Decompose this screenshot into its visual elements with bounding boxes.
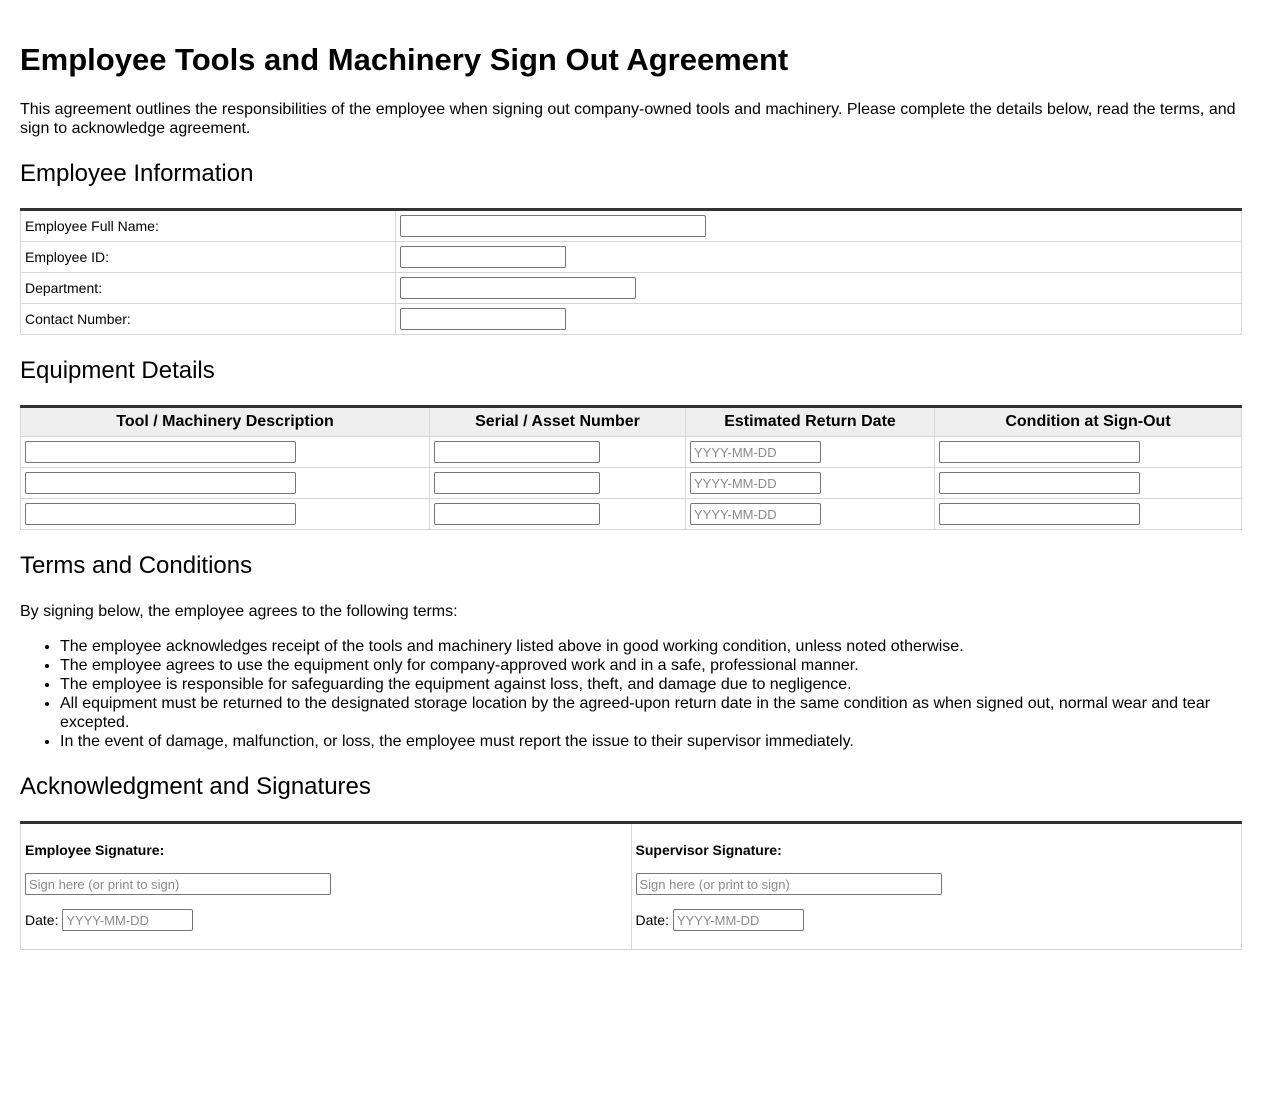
table-row	[21, 242, 1242, 273]
table-row	[21, 210, 1242, 242]
table-row	[21, 304, 1242, 335]
condition-input[interactable]	[939, 472, 1140, 494]
page-title: Employee Tools and Machinery Sign Out Agreement	[20, 42, 789, 77]
description-input[interactable]	[25, 441, 296, 463]
employee-date-input[interactable]	[62, 909, 193, 931]
supervisor-signature-label: Supervisor Signature:	[635, 842, 782, 858]
supervisor-date-label: Date:	[635, 912, 669, 928]
employee-signature-cell	[21, 823, 632, 950]
table-row	[21, 468, 1242, 499]
description-input[interactable]	[25, 472, 296, 494]
list-item: • In the event of damage, malfunction, or loss, the employee must report the issue to their supervisor immediately.	[60, 732, 1242, 751]
contact-number-input[interactable]	[400, 308, 566, 330]
serial-input[interactable]	[434, 472, 600, 494]
employee-id-label: Employee ID:	[21, 242, 396, 273]
serial-input[interactable]	[434, 441, 600, 463]
employee-signature-label: Employee Signature:	[25, 842, 165, 858]
terms-list	[20, 637, 1242, 751]
list-item: • The employee agrees to use the equipment only for company-approved work and in a safe, professional manner.	[60, 656, 1242, 675]
supervisor-signature-cell	[631, 823, 1242, 950]
condition-input[interactable]	[939, 441, 1140, 463]
terms-intro: By signing below, the employee agrees to the following terms:	[20, 603, 458, 620]
return-date-input[interactable]	[690, 472, 821, 494]
column-header-return-date: Estimated Return Date	[686, 407, 935, 437]
employee-date-label: Date:	[25, 912, 59, 928]
description-input[interactable]	[25, 503, 296, 525]
terms-heading: Terms and Conditions	[20, 552, 253, 579]
return-date-input[interactable]	[690, 441, 821, 463]
table-row	[21, 437, 1242, 468]
column-header-condition: Condition at Sign-Out	[935, 407, 1242, 437]
column-header-serial: Serial / Asset Number	[430, 407, 686, 437]
employee-name-input[interactable]	[400, 215, 706, 237]
table-row	[21, 823, 1242, 950]
condition-input[interactable]	[939, 503, 1140, 525]
employee-info-heading: Employee Information	[20, 160, 254, 187]
employee-signature-input[interactable]	[25, 873, 331, 895]
employee-id-input[interactable]	[400, 246, 566, 268]
return-date-input[interactable]	[690, 503, 821, 525]
contact-number-label: Contact Number:	[21, 304, 396, 335]
supervisor-date-input[interactable]	[673, 909, 804, 931]
equipment-table	[20, 405, 1242, 530]
table-row	[21, 273, 1242, 304]
table-header-row	[21, 407, 1242, 437]
column-header-description: Tool / Machinery Description	[21, 407, 430, 437]
list-item: • The employee is responsible for safeguarding the equipment against loss, theft, and damage due to negligence.	[60, 675, 1242, 694]
signatures-table	[20, 821, 1242, 950]
list-item: • The employee acknowledges receipt of the tools and machinery listed above in good working condition, unless noted otherwise.	[60, 637, 1242, 656]
table-row	[21, 499, 1242, 530]
serial-input[interactable]	[434, 503, 600, 525]
department-input[interactable]	[400, 277, 636, 299]
equipment-heading: Equipment Details	[20, 357, 215, 384]
department-label: Department:	[21, 273, 396, 304]
supervisor-signature-input[interactable]	[636, 873, 942, 895]
list-item: • All equipment must be returned to the designated storage location by the agreed-upon return date in the same condition as when signed out, normal wear and tear excepted.	[60, 694, 1242, 732]
signatures-heading: Acknowledgment and Signatures	[20, 773, 371, 800]
employee-name-label: Employee Full Name:	[21, 210, 396, 242]
intro-text: This agreement outlines the responsibilities of the employee when signing out company-owned tools and machinery. Please complete the details below, read the terms, and sign to acknowledge agreement.	[20, 101, 1236, 137]
employee-info-table	[20, 208, 1242, 335]
